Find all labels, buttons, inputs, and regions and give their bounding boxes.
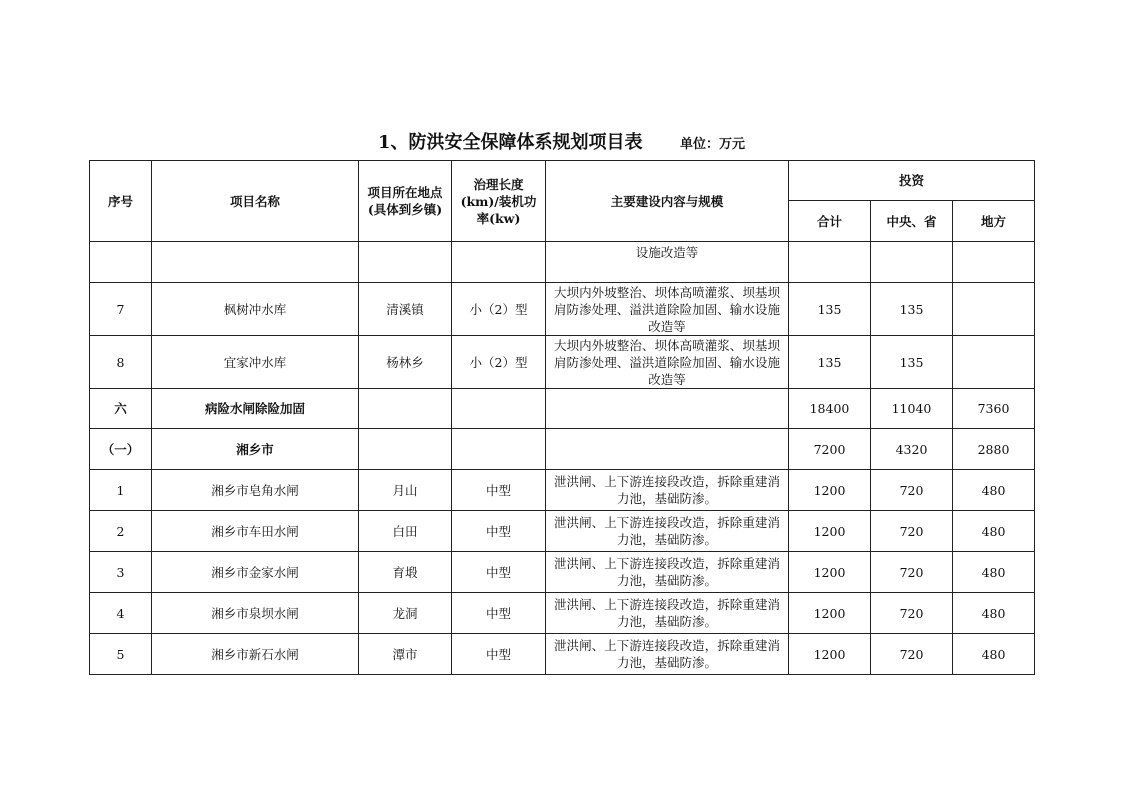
cell-content: 泄洪闸、上下游连接段改造，拆除重建消力池，基础防渗。 — [546, 634, 789, 675]
cell-local: 480 — [953, 593, 1035, 634]
header-location: 项目所在地点(具体到乡镇) — [359, 161, 452, 242]
cell-total: 1200 — [789, 593, 871, 634]
table-row — [90, 470, 1035, 511]
cell-length: 中型 — [452, 593, 546, 634]
header-central: 中央、省 — [871, 201, 953, 242]
cell-name: 湘乡市新石水闸 — [152, 634, 359, 675]
table-row — [90, 552, 1035, 593]
cell-length — [452, 429, 546, 470]
header-investment: 投资 — [789, 161, 1035, 201]
cell-local: 2880 — [953, 429, 1035, 470]
cell-local: 7360 — [953, 389, 1035, 429]
cell-central — [871, 242, 953, 283]
cell-central: 720 — [871, 511, 953, 552]
cell-local — [953, 283, 1035, 336]
cell-length: 中型 — [452, 511, 546, 552]
cell-name: 湘乡市金家水闸 — [152, 552, 359, 593]
cell-content: 泄洪闸、上下游连接段改造，拆除重建消力池，基础防渗。 — [546, 470, 789, 511]
table-row — [90, 634, 1035, 675]
cell-name: 湘乡市泉坝水闸 — [152, 593, 359, 634]
cell-central: 11040 — [871, 389, 953, 429]
cell-location: 潭市 — [359, 634, 452, 675]
cell-local: 480 — [953, 470, 1035, 511]
cell-seq: 六 — [90, 389, 152, 429]
cell-name: 宜家冲水库 — [152, 336, 359, 389]
cell-total: 135 — [789, 283, 871, 336]
cell-location: 育塅 — [359, 552, 452, 593]
table-row — [90, 593, 1035, 634]
header-seq: 序号 — [90, 161, 152, 242]
header-content: 主要建设内容与规模 — [546, 161, 789, 242]
header-local: 地方 — [953, 201, 1035, 242]
cell-central: 4320 — [871, 429, 953, 470]
table-row — [90, 242, 1035, 283]
cell-location: 龙洞 — [359, 593, 452, 634]
cell-length: 小（2）型 — [452, 283, 546, 336]
cell-name: 枫树冲水库 — [152, 283, 359, 336]
cell-local — [953, 336, 1035, 389]
cell-central: 720 — [871, 593, 953, 634]
cell-central: 720 — [871, 552, 953, 593]
cell-total: 1200 — [789, 511, 871, 552]
cell-length — [452, 242, 546, 283]
cell-total: 7200 — [789, 429, 871, 470]
cell-local — [953, 242, 1035, 283]
cell-content: 泄洪闸、上下游连接段改造，拆除重建消力池，基础防渗。 — [546, 593, 789, 634]
cell-name: 湘乡市车田水闸 — [152, 511, 359, 552]
cell-name: 湘乡市 — [152, 429, 359, 470]
cell-content: 泄洪闸、上下游连接段改造，拆除重建消力池，基础防渗。 — [546, 511, 789, 552]
table-row — [90, 336, 1035, 389]
cell-location: 月山 — [359, 470, 452, 511]
cell-total: 1200 — [789, 634, 871, 675]
cell-seq — [90, 242, 152, 283]
unit-label: 单位：万元 — [680, 137, 746, 152]
cell-local: 480 — [953, 511, 1035, 552]
table-row — [90, 429, 1035, 470]
cell-content: 大坝内外坡整治、坝体高喷灌浆、坝基坝肩防渗处理、溢洪道除险加固、输水设施改造等 — [546, 336, 789, 389]
header-total: 合计 — [789, 201, 871, 242]
header-length: 治理长度(km)/装机功率(kw) — [452, 161, 546, 242]
cell-local: 480 — [953, 634, 1035, 675]
cell-seq: 8 — [90, 336, 152, 389]
header-row-1 — [90, 161, 1035, 201]
cell-location — [359, 242, 452, 283]
cell-length: 小（2）型 — [452, 336, 546, 389]
cell-central: 720 — [871, 470, 953, 511]
cell-location: 白田 — [359, 511, 452, 552]
cell-content — [546, 389, 789, 429]
title-row — [0, 128, 1122, 156]
cell-content: 大坝内外坡整治、坝体高喷灌浆、坝基坝肩防渗处理、溢洪道除险加固、输水设施改造等 — [546, 283, 789, 336]
cell-seq: （一） — [90, 429, 152, 470]
cell-seq: 7 — [90, 283, 152, 336]
cell-central: 720 — [871, 634, 953, 675]
cell-central: 135 — [871, 283, 953, 336]
cell-length: 中型 — [452, 552, 546, 593]
cell-seq: 4 — [90, 593, 152, 634]
cell-length — [452, 389, 546, 429]
cell-location: 杨林乡 — [359, 336, 452, 389]
cell-location — [359, 389, 452, 429]
cell-seq: 1 — [90, 470, 152, 511]
cell-location — [359, 429, 452, 470]
header-name: 项目名称 — [152, 161, 359, 242]
cell-content: 泄洪闸、上下游连接段改造，拆除重建消力池，基础防渗。 — [546, 552, 789, 593]
cell-total: 1200 — [789, 470, 871, 511]
cell-total: 18400 — [789, 389, 871, 429]
cell-name: 湘乡市皂角水闸 — [152, 470, 359, 511]
cell-seq: 5 — [90, 634, 152, 675]
cell-central: 135 — [871, 336, 953, 389]
cell-location: 清溪镇 — [359, 283, 452, 336]
cell-length: 中型 — [452, 634, 546, 675]
cell-total: 135 — [789, 336, 871, 389]
cell-seq: 2 — [90, 511, 152, 552]
cell-total: 1200 — [789, 552, 871, 593]
cell-seq: 3 — [90, 552, 152, 593]
cell-length: 中型 — [452, 470, 546, 511]
cell-local: 480 — [953, 552, 1035, 593]
cell-total — [789, 242, 871, 283]
table-row — [90, 389, 1035, 429]
cell-name — [152, 242, 359, 283]
cell-name: 病险水闸除险加固 — [152, 389, 359, 429]
cell-content — [546, 429, 789, 470]
project-table — [89, 160, 1035, 675]
table-row — [90, 283, 1035, 336]
table-row — [90, 511, 1035, 552]
page-title: 1、防洪安全保障体系规划项目表 — [378, 132, 643, 153]
cell-content: 设施改造等 — [546, 242, 789, 283]
